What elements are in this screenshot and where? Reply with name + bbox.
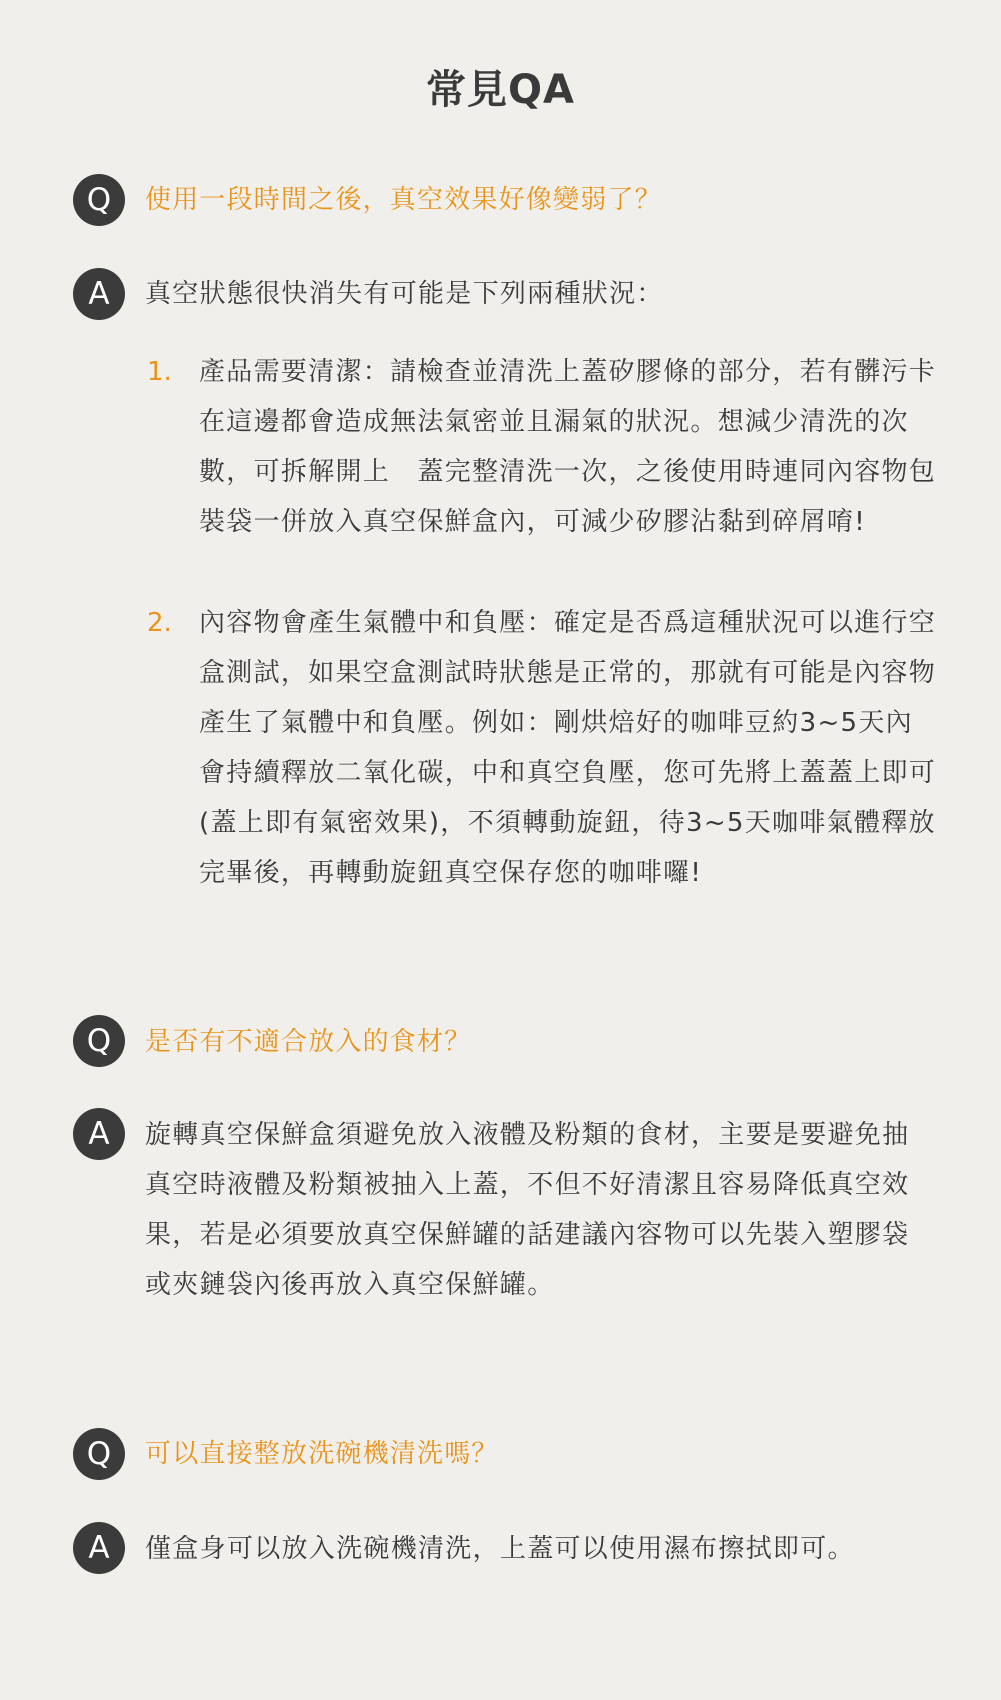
question-text: 可以直接整放洗碗機清洗嗎？ xyxy=(145,1439,499,1469)
answer-badge: A xyxy=(73,268,125,320)
answer-text: 真空狀態很快消失有可能是下列兩種狀況： xyxy=(145,279,664,309)
answer-text: 僅盒身可以放入洗碗機清洗，上蓋可以使用濕布擦拭即可。 xyxy=(145,1534,855,1564)
answer-badge: A xyxy=(73,1522,125,1574)
list-number: 2. xyxy=(147,608,172,638)
list-text: 內容物會產生氣體中和負壓：確定是否爲這種狀況可以進行空盒測試，如果空盒測試時狀態是正常的，那就有可能是內容物產生了氣體中和負壓。例如：剛烘焙好的咖啡豆約3~5天內會持續釋放二氧化碳，中和真空負壓，您可先將上蓋蓋上即可(蓋上即有氣密效果)，不須轉動旋鈕，待3~5天咖啡氣體釋放完畢後，再轉動旋鈕真空保存您的咖啡囉! xyxy=(199,608,937,888)
question-text: 使用一段時間之後，真空效果好像變弱了？ xyxy=(145,185,662,215)
list-text: 產品需要清潔：請檢查並清洗上蓋矽膠條的部分，若有髒污卡在這邊都會造成無法氣密並且漏氣的狀況。想減少清洗的次數，可拆解開上 蓋完整清洗一次，之後使用時連同內容物包裝袋一併放入真空保鮮盒內，可減少矽膠沾黏到碎屑唷! xyxy=(199,357,937,537)
question-badge: Q xyxy=(73,174,125,226)
list-number: 1. xyxy=(147,357,172,387)
question-badge: Q xyxy=(73,1428,125,1480)
answer-text: 旋轉真空保鮮盒須避免放入液體及粉類的食材，主要是要避免抽真空時液體及粉類被抽入上蓋，不但不好清潔且容易降低真空效果，若是必須要放真空保鮮罐的話建議內容物可以先裝入塑膠袋或夾鏈袋內後再放入真空保鮮罐。 xyxy=(145,1120,910,1300)
question-text: 是否有不適合放入的食材？ xyxy=(145,1027,472,1057)
question-badge: Q xyxy=(73,1015,125,1067)
answer-badge: A xyxy=(73,1108,125,1160)
page-title: 常見QA xyxy=(426,67,575,113)
